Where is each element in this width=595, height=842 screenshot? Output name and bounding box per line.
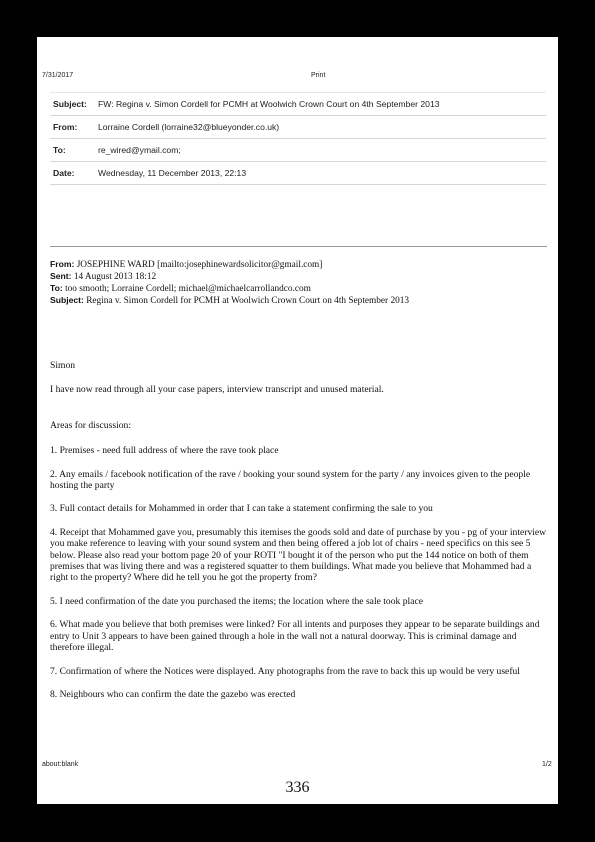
- fwd-from-label: From:: [50, 259, 75, 269]
- fwd-sent-label: Sent:: [50, 271, 72, 281]
- fwd-from-value: JOSEPHINE WARD [mailto:josephinewardsolicitor@gmail.com]: [76, 260, 323, 270]
- print-title: Print: [311, 72, 326, 79]
- date-value: Wednesday, 11 December 2013, 22:13: [98, 168, 247, 178]
- date-label: Date:: [53, 168, 75, 178]
- date-row: [50, 162, 546, 185]
- list-item: 4. Receipt that Mohammed gave you, presumably this itemises the goods sold and date of purchase by you - pg of your interview you make reference to leaving with your sound system and then being offered a job lot of chairs - need specifics on this see 5 below. Please also read your bottom page 20 of your ROTI "I bought it of the person who put the 144 notice on both of them premises that was living there and was a registered squatter to them buildings. What made you believe that Mohammed had a right to the property? Where did he tell you he got the property from?: [50, 526, 547, 584]
- subject-value: FW: Regina v. Simon Cordell for PCMH at Woolwich Crown Court on 4th September 2013: [98, 99, 440, 109]
- from-row: [50, 116, 546, 139]
- from-label: From:: [53, 122, 78, 132]
- footer-page-count: 1/2: [542, 761, 552, 768]
- greeting: Simon: [50, 360, 76, 371]
- intro-paragraph: I have now read through all your case papers, interview transcript and unused material.: [50, 384, 384, 396]
- fwd-subject-value: Regina v. Simon Cordell for PCMH at Woolwich Crown Court on 4th September 2013: [86, 296, 410, 306]
- subject-label: Subject:: [53, 99, 87, 109]
- list-item: 7. Confirmation of where the Notices were displayed. Any photographs from the rave to back this up would be very useful: [50, 665, 520, 677]
- list-item: 8. Neighbours who can confirm the date the gazebo was erected: [50, 688, 296, 700]
- document-page: [37, 37, 558, 804]
- from-value: Lorraine Cordell (lorraine32@blueyonder.co.uk): [98, 122, 280, 132]
- forwarded-header: [50, 259, 550, 307]
- footer-url: about:blank: [42, 761, 79, 768]
- to-row: [50, 139, 546, 162]
- fwd-to-label: To:: [50, 283, 63, 293]
- list-item: 3. Full contact details for Mohammed in order that I can take a statement confirming the sale to you: [50, 503, 433, 515]
- list-item: 1. Premises - need full address of where the rave took place: [50, 445, 279, 457]
- list-item: 5. I need confirmation of the date you purchased the items; the location where the sale took place: [50, 595, 423, 607]
- fwd-subject-label: Subject:: [50, 295, 84, 305]
- list-item: 2. Any emails / facebook notification of the rave / booking your sound system for the party / any invoices given to the people hosting the party: [50, 468, 531, 492]
- divider: [50, 246, 547, 247]
- to-label: To:: [53, 145, 66, 155]
- message-body: [50, 360, 550, 700]
- page-number: 336: [285, 779, 310, 796]
- email-header: [50, 92, 546, 185]
- fwd-to-value: too smooth; Lorraine Cordell; michael@michaelcarrollandco.com: [65, 284, 311, 294]
- subject-row: [50, 92, 546, 116]
- to-value: re_wired@ymail.com;: [98, 145, 181, 155]
- list-item: 6. What made you believe that both premises were linked? For all intents and purposes they appear to be separate buildings and entry to Unit 3 appears to have been gained through a hole in the wall not a natural doorway. This is criminal damage and therefore illegal.: [50, 619, 540, 654]
- areas-heading: Areas for discussion:: [50, 419, 131, 431]
- print-date: 7/31/2017: [42, 72, 74, 79]
- fwd-sent-value: 14 August 2013 18:12: [73, 272, 157, 282]
